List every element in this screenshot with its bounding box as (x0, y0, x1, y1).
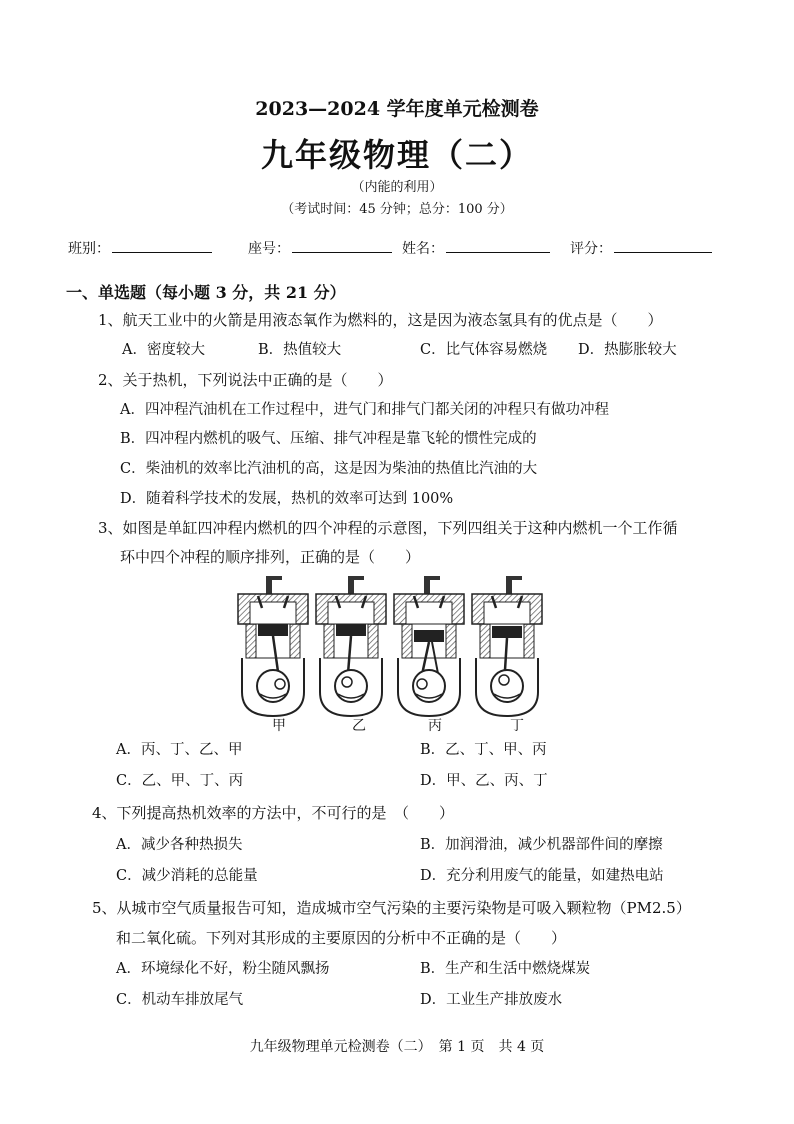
score-blank[interactable] (614, 238, 712, 253)
class-blank[interactable] (112, 238, 212, 253)
question-5-stem-line2: 和二氧化硫。下列对其形成的主要原因的分析中不正确的是（ ） (116, 929, 567, 947)
exam-info: （考试时间：45 分钟；总分：100 分） (281, 202, 513, 217)
question-4-stem: 4、下列提高热机效率的方法中，不可行的是 （ ） (92, 804, 455, 822)
question-2-option-b[interactable]: B．四冲程内燃机的吸气、压缩、排气冲程是靠飞轮的惯性完成的 (120, 431, 537, 447)
engine-diagram-ding (472, 576, 542, 716)
seat-blank[interactable] (292, 238, 392, 253)
question-1-stem: 1、航天工业中的火箭是用液态氧作为燃料的，这是因为液态氢具有的优点是（ ） (98, 311, 663, 329)
question-4-option-d[interactable]: D．充分利用废气的能量，如建热电站 (420, 868, 664, 884)
student-info-row (68, 238, 768, 262)
engine-strokes-figure (232, 574, 562, 736)
figure-label-jia: 甲 (272, 718, 286, 734)
name-blank[interactable] (446, 238, 550, 253)
name-field[interactable] (402, 238, 550, 258)
year-title: 2023—2024 学年度单元检测卷 (255, 98, 539, 120)
question-5-option-d[interactable]: D．工业生产排放废水 (420, 992, 563, 1008)
class-field[interactable] (68, 238, 212, 258)
seat-field[interactable] (248, 238, 392, 258)
question-3-option-c[interactable]: C．乙、甲、丁、丙 (116, 773, 244, 789)
question-3-stem-line2: 环中四个冲程的顺序排列，正确的是（ ） (120, 548, 421, 566)
main-title: 九年级物理（二） (260, 136, 533, 174)
question-5-option-b[interactable]: B．生产和生活中燃烧煤炭 (420, 961, 591, 977)
question-1-option-b[interactable]: B．热值较大 (258, 342, 342, 358)
question-3-option-d[interactable]: D．甲、乙、丙、丁 (420, 773, 548, 789)
subtitle: （内能的利用） (351, 180, 443, 195)
figure-label-ding: 丁 (510, 718, 524, 734)
question-1-option-a[interactable]: A．密度较大 (122, 342, 205, 358)
question-4-option-c[interactable]: C．减少消耗的总能量 (116, 868, 258, 884)
engine-diagram-jia (238, 576, 308, 716)
question-1-option-d[interactable]: D．热膨胀较大 (578, 342, 677, 358)
section-title: 一、单选题（每小题 3 分，共 21 分） (66, 283, 346, 302)
question-2-option-d[interactable]: D．随着科学技术的发展，热机的效率可达到 100% (120, 491, 454, 507)
score-field[interactable] (570, 238, 712, 258)
class-label: 班别： (68, 241, 110, 257)
question-5-option-a[interactable]: A．环境绿化不好，粉尘随风飘扬 (116, 961, 330, 977)
question-2-option-c[interactable]: C．柴油机的效率比汽油机的高，这是因为柴油的热值比汽油的大 (120, 461, 538, 477)
question-2-stem: 2、关于热机，下列说法中正确的是（ ） (98, 371, 393, 389)
question-3-stem-line1: 3、如图是单缸四冲程内燃机的四个冲程的示意图，下列四组关于这种内燃机一个工作循 (98, 519, 678, 537)
engine-diagram-yi (316, 576, 386, 716)
question-3-option-b[interactable]: B．乙、丁、甲、丙 (420, 742, 547, 758)
question-3-option-a[interactable]: A．丙、丁、乙、甲 (116, 742, 243, 758)
question-4-option-b[interactable]: B．加润滑油，减少机器部件间的摩擦 (420, 837, 663, 853)
question-5-option-c[interactable]: C．机动车排放尾气 (116, 992, 244, 1008)
question-1-option-c[interactable]: C．比气体容易燃烧 (420, 342, 548, 358)
score-label: 评分： (570, 241, 612, 257)
engine-diagram-bing (394, 576, 464, 716)
question-2-option-a[interactable]: A．四冲程汽油机在工作过程中，进气门和排气门都关闭的冲程只有做功冲程 (120, 402, 609, 418)
figure-label-bing: 丙 (428, 718, 442, 734)
page-footer: 九年级物理单元检测卷（二） 第 1 页 共 4 页 (249, 1039, 545, 1055)
question-5-stem-line1: 5、从城市空气质量报告可知，造成城市空气污染的主要污染物是可吸入颗粒物（PM2.5） (92, 899, 691, 917)
figure-label-yi: 乙 (352, 718, 366, 734)
seat-label: 座号： (248, 241, 290, 257)
question-4-option-a[interactable]: A．减少各种热损失 (116, 837, 243, 853)
name-label: 姓名： (402, 241, 444, 257)
